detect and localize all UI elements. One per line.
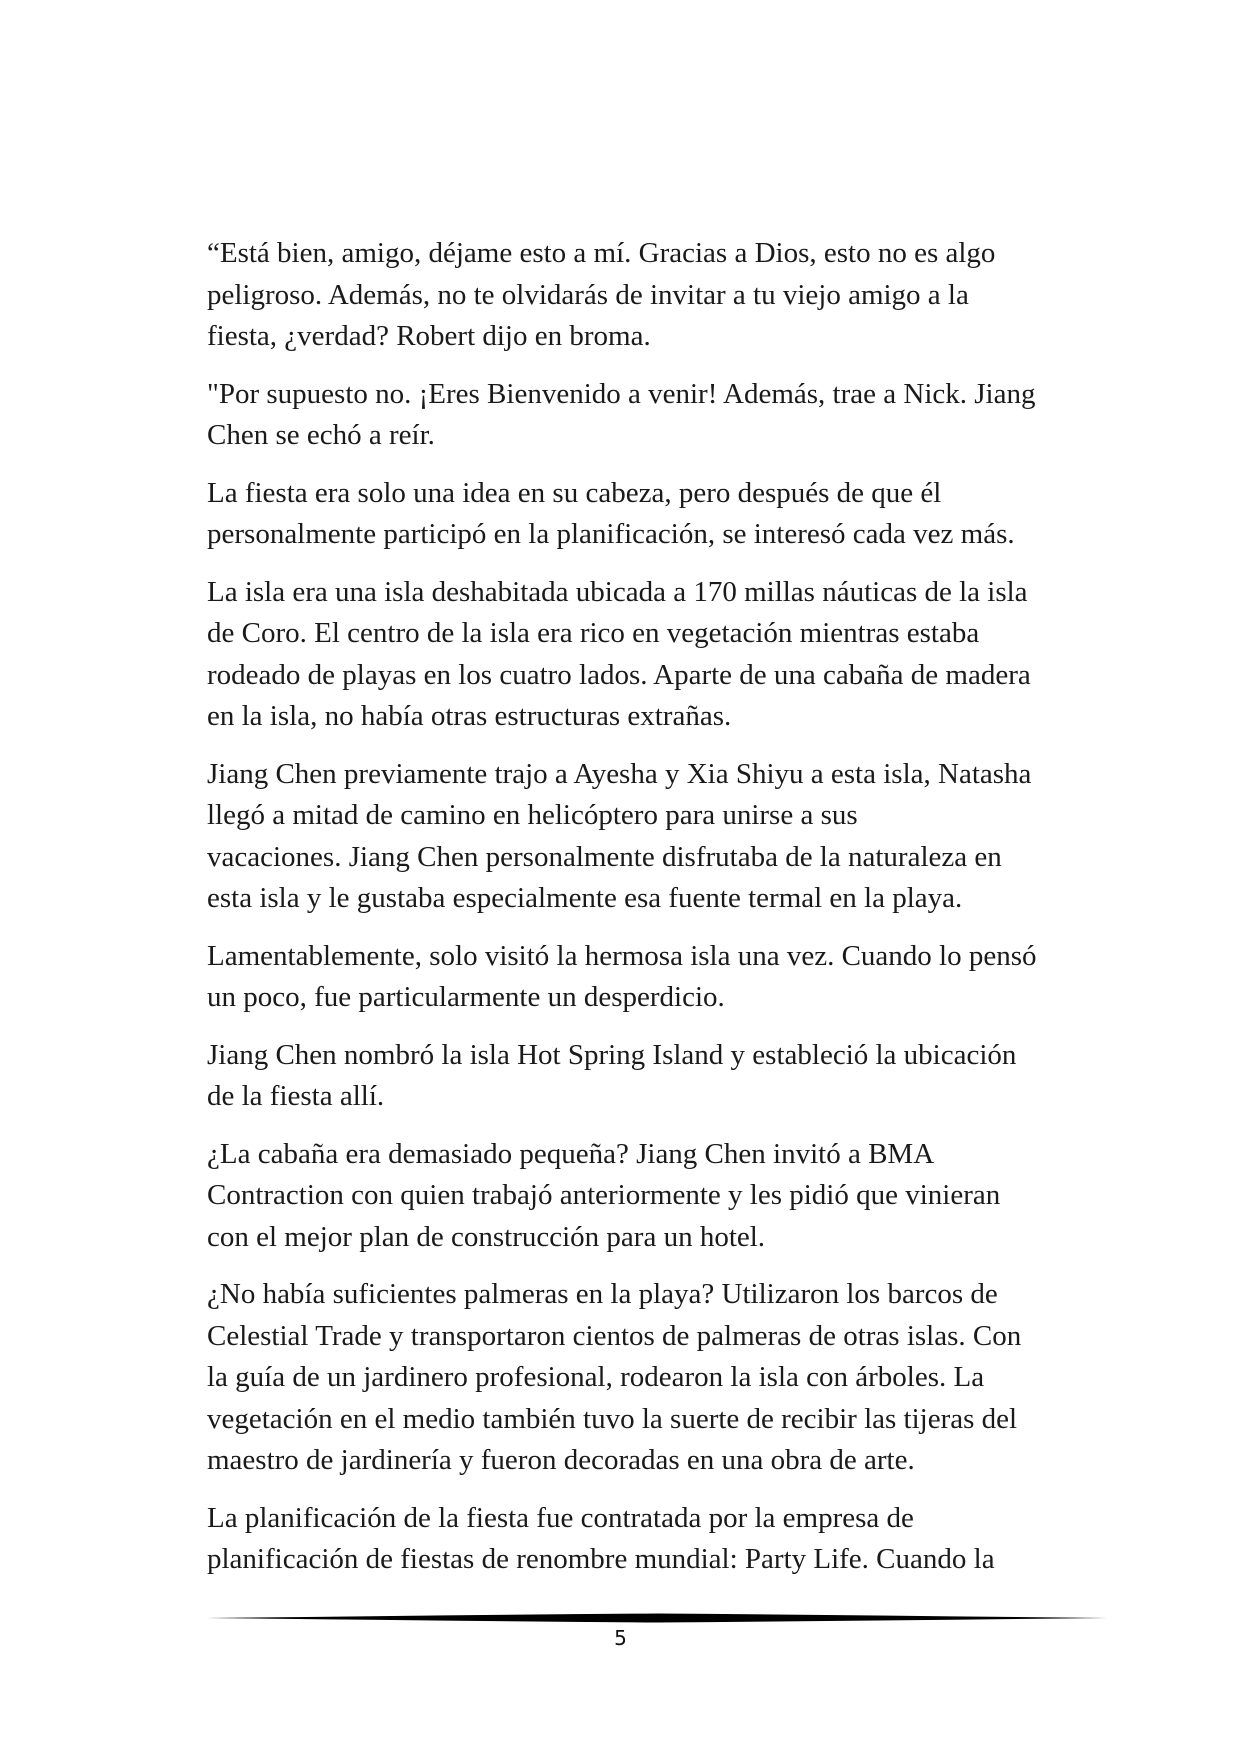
text-line: en la isla, no había otras estructuras extrañas. bbox=[207, 700, 732, 732]
text-line: rodeado de playas en los cuatro lados. Aparte de una cabaña de madera bbox=[207, 658, 1031, 691]
paragraph bbox=[207, 572, 1077, 738]
text-line: Contraction con quien trabajó anteriormente y les pidió que vinieran bbox=[207, 1179, 1001, 1211]
text-line: Lamentablemente, solo visitó la hermosa isla una vez. Cuando lo pensó bbox=[207, 939, 1037, 972]
text-line: peligroso. Además, no te olvidarás de invitar a tu viejo amigo a la bbox=[207, 278, 969, 311]
text-line: vacaciones. Jiang Chen personalmente disfrutaba de la naturaleza en bbox=[207, 840, 1002, 873]
text-line: esta isla y le gustaba especialmente esa fuente termal en la playa. bbox=[207, 882, 963, 914]
text-line: Jiang Chen nombró la isla Hot Spring Island y estableció la ubicación bbox=[207, 1038, 1017, 1071]
paragraph bbox=[207, 1035, 1077, 1118]
paragraph bbox=[207, 473, 1077, 556]
footer-divider bbox=[207, 1610, 1107, 1626]
text-line: ¿No había suficientes palmeras en la playa? Utilizaron los barcos de bbox=[207, 1278, 998, 1310]
text-line: llegó a mitad de camino en helicóptero para unirse a sus bbox=[207, 799, 858, 831]
paragraph bbox=[207, 754, 1077, 920]
paragraph bbox=[207, 1498, 1077, 1581]
paragraph bbox=[207, 1134, 1077, 1259]
paragraph bbox=[207, 936, 1077, 1019]
text-line: maestro de jardinería y fueron decoradas en una obra de arte. bbox=[207, 1444, 915, 1476]
text-line: Jiang Chen previamente trajo a Ayesha y Xia Shiyu a esta isla, Natasha bbox=[207, 757, 1032, 790]
paragraph bbox=[207, 233, 1077, 358]
text-line: La isla era una isla deshabitada ubicada a 170 millas náuticas de la isla bbox=[207, 575, 1028, 608]
text-line: Celestial Trade y transportaron cientos de palmeras de otras islas. Con bbox=[207, 1319, 1022, 1352]
text-line: con el mejor plan de construcción para un hotel. bbox=[207, 1220, 766, 1253]
text-line: vegetación en el medio también tuvo la suerte de recibir las tijeras del bbox=[207, 1402, 1018, 1435]
text-line: fiesta, ¿verdad? Robert dijo en broma. bbox=[207, 320, 651, 352]
text-line: planificación de fiestas de renombre mundial: Party Life. Cuando la bbox=[207, 1543, 995, 1575]
text-line: personalmente participó en la planificación, se interesó cada vez más. bbox=[207, 518, 1015, 550]
text-line: un poco, fue particularmente un desperdicio. bbox=[207, 981, 725, 1013]
body-text bbox=[207, 233, 1077, 1597]
paragraph bbox=[207, 374, 1077, 457]
text-line: la guía de un jardinero profesional, rodearon la isla con árboles. La bbox=[207, 1361, 985, 1393]
text-line: de Coro. El centro de la isla era rico en vegetación mientras estaba bbox=[207, 617, 980, 649]
text-line: de la fiesta allí. bbox=[207, 1080, 385, 1112]
text-line: “Está bien, amigo, déjame esto a mí. Gracias a Dios, esto no es algo bbox=[207, 237, 996, 269]
text-line: ¿La cabaña era demasiado pequeña? Jiang Chen invitó a BMA bbox=[207, 1137, 935, 1170]
text-line: "Por supuesto no. ¡Eres Bienvenido a venir! Además, trae a Nick. Jiang bbox=[207, 377, 1036, 410]
text-line: La planificación de la fiesta fue contratada por la empresa de bbox=[207, 1501, 914, 1534]
text-line: Chen se echó a reír. bbox=[207, 419, 435, 451]
text-line: La fiesta era solo una idea en su cabeza, pero después de que él bbox=[207, 476, 942, 509]
page-number: 5 bbox=[614, 1626, 627, 1650]
paragraph bbox=[207, 1274, 1077, 1482]
